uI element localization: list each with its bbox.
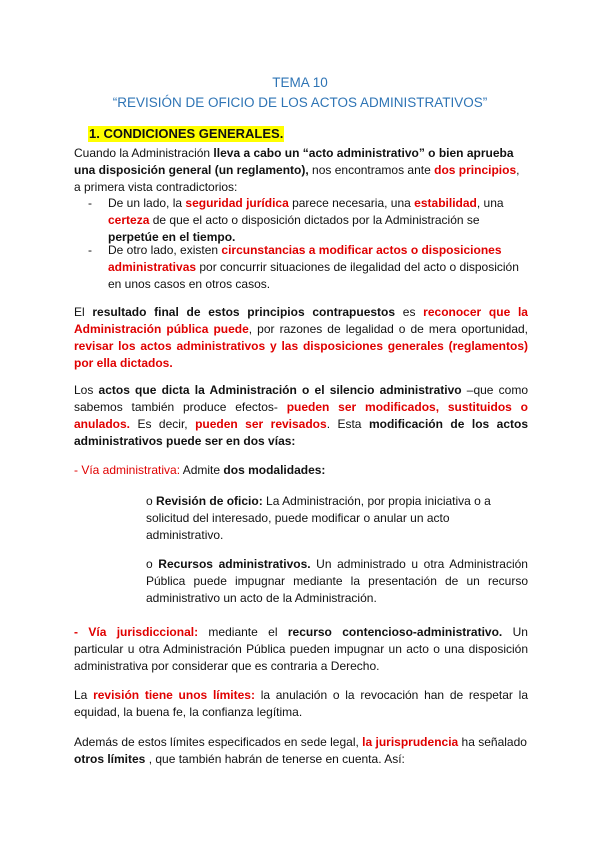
text: Es decir,	[130, 417, 196, 431]
bold-text: dos modalidades:	[223, 463, 326, 477]
text: Un particular u otra Administración Pública pueden impugnar un acto o una disposición administrativa por considerar que es contraria a Derecho.	[74, 625, 528, 673]
text: –que como sabemos también produce efectos-	[74, 383, 528, 414]
highlight: revisión tiene unos límites:	[93, 688, 255, 702]
bold-text: resultado final de estos principios contrapuestos	[92, 305, 396, 319]
intro-bold: lleva a cabo un “acto administrativo” o bien aprueba una disposición general (un reglamento),	[74, 146, 514, 177]
highlight: certeza	[108, 213, 150, 227]
highlight: revisar los actos administrativos y las disposiciones generales (reglamentos) por ella dictados.	[74, 339, 528, 370]
text: ha señalado	[458, 735, 527, 749]
text: , una	[476, 196, 504, 210]
text: es	[395, 305, 424, 319]
circle-bullet: o	[146, 494, 153, 508]
dash-bullet: -	[88, 243, 92, 257]
highlight: pueden ser revisados	[195, 417, 327, 431]
via-label: - Vía administrativa:	[74, 463, 181, 477]
dash-bullet: -	[88, 196, 92, 210]
modalidad-item	[146, 556, 528, 607]
highlight: la jurisprudencia	[362, 735, 459, 749]
list-item-text	[108, 242, 520, 293]
bold-text: perpetúe en el tiempo.	[108, 230, 236, 244]
text: por concurrir situaciones de ilegalidad del acto o disposición en unos casos en otros casos.	[108, 260, 519, 291]
intro-text: Cuando la Administración	[74, 146, 214, 160]
text: La Administración, por propia iniciativa o a solicitud del interesado, puede modificar o anular un acto administrativo.	[146, 494, 491, 542]
text: La	[74, 688, 94, 702]
highlight: circunstancias a modificar actos o disposiciones administrativas	[108, 243, 502, 274]
bold-text: modificación de los actos administrativos puede ser en dos vías:	[74, 417, 529, 448]
text: de que el acto o disposición dictados por la Administración se	[149, 213, 480, 227]
text: parece necesaria, una	[288, 196, 415, 210]
text: Admite	[180, 463, 224, 477]
bold-text: Revisión de oficio:	[156, 494, 263, 508]
highlight: seguridad jurídica	[185, 196, 289, 210]
text: Los	[74, 383, 99, 397]
text: De otro lado, existen	[108, 243, 222, 257]
section-heading: 1. CONDICIONES GENERALES.	[89, 126, 284, 141]
text: , por razones de legalidad o de mera oportunidad,	[248, 322, 529, 336]
highlight: reconocer que la Administración pública puede	[74, 305, 528, 336]
text: mediante el	[198, 625, 288, 639]
acts-paragraph	[74, 382, 528, 450]
text: El	[74, 305, 93, 319]
via-administrativa	[74, 462, 528, 479]
text: Un administrado u otra Administración Pública puede impugnar mediante la presentación de un recurso administrativo un acto de la Administración.	[146, 557, 528, 605]
highlight: pueden ser modificados, sustituidos o anulados.	[74, 400, 528, 431]
intro-highlight: dos principios	[434, 163, 517, 177]
highlight: estabilidad	[414, 196, 477, 210]
via-jurisdiccional	[74, 624, 528, 675]
text: , que también habrán de tenerse en cuenta. Así:	[145, 752, 405, 766]
jurisprudencia-paragraph	[74, 734, 528, 768]
bold-text: otros límites	[74, 752, 146, 766]
intro-text-3: , a primera vista contradictorios:	[74, 163, 520, 194]
bold-text: actos que dicta la Administración o el silencio administrativo	[98, 383, 462, 397]
doc-subtitle: “REVISIÓN DE OFICIO DE LOS ACTOS ADMINISTRATIVOS”	[112, 95, 488, 110]
circle-bullet: o	[146, 557, 153, 571]
result-paragraph	[74, 304, 528, 372]
text: Además de estos límites especificados en sede legal,	[74, 735, 363, 749]
bold-text: recurso contencioso-administrativo.	[287, 625, 503, 639]
limits-paragraph	[74, 687, 528, 721]
doc-title: TEMA 10	[272, 75, 328, 90]
text: . Esta	[326, 417, 369, 431]
via-label: - Vía jurisdiccional:	[74, 625, 199, 639]
text: De un lado, la	[108, 196, 186, 210]
text: la anulación o la revocación han de respetar la equidad, la buena fe, la confianza legítima.	[74, 688, 528, 719]
list-item-text	[108, 195, 520, 246]
intro-paragraph	[74, 145, 528, 196]
bold-text: Recursos administrativos.	[158, 557, 311, 571]
intro-text-2: nos encontramos ante	[308, 163, 435, 177]
modalidad-item	[146, 493, 528, 544]
